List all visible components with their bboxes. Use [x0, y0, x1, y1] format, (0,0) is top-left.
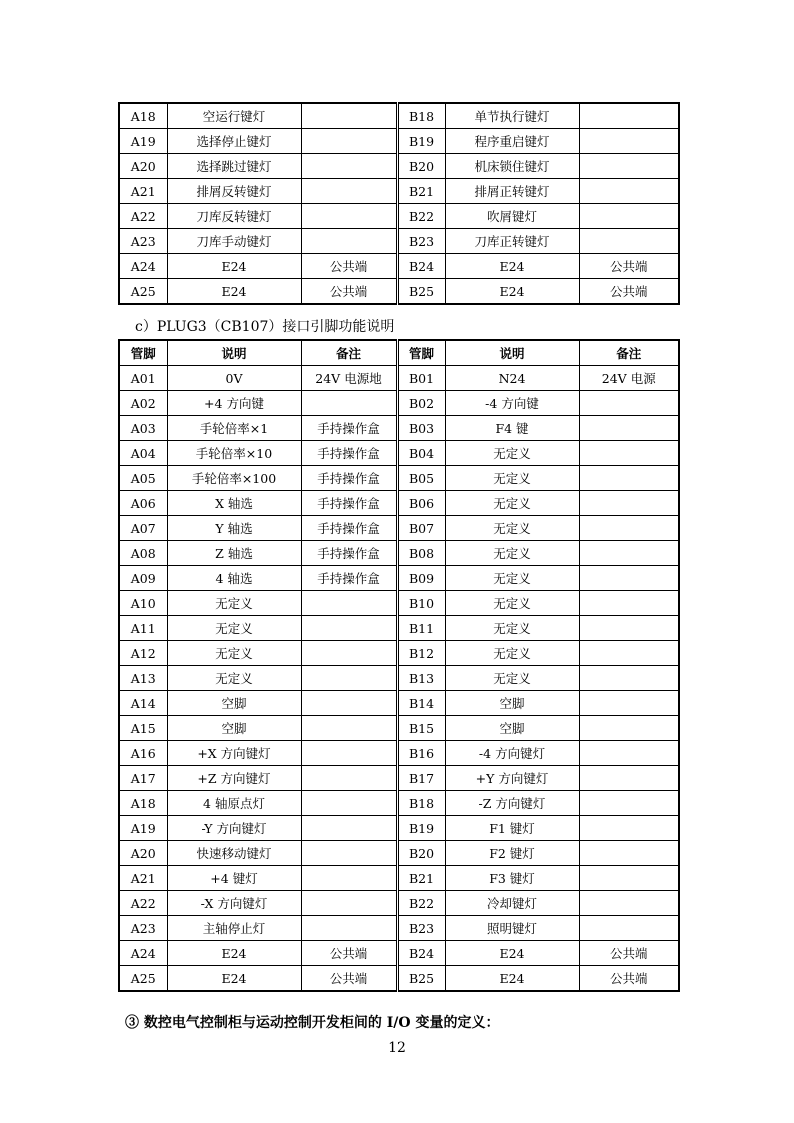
cell-pin-b: B25	[397, 966, 445, 992]
cell-description-b: 照明键灯	[445, 916, 579, 941]
cell-description-a: 手轮倍率×1	[167, 416, 301, 441]
cell-pin-a: A24	[119, 941, 167, 966]
cell-note-a	[301, 841, 397, 866]
cell-pin-b: B04	[397, 441, 445, 466]
cell-description-a: +4 方向键	[167, 391, 301, 416]
cell-description-b: E24	[445, 279, 579, 305]
cell-description-b: E24	[445, 966, 579, 992]
cell-note-a: 公共端	[301, 941, 397, 966]
cell-note-b	[579, 566, 679, 591]
cell-description-a: 无定义	[167, 616, 301, 641]
header-pin-b: 管脚	[397, 340, 445, 366]
cell-note-b	[579, 766, 679, 791]
cell-pin-b: B22	[397, 891, 445, 916]
cell-note-b	[579, 441, 679, 466]
cell-description-b: 无定义	[445, 666, 579, 691]
cell-pin-a: A22	[119, 204, 167, 229]
cell-description-b: 无定义	[445, 566, 579, 591]
cell-pin-b: B07	[397, 516, 445, 541]
cell-note-b	[579, 541, 679, 566]
header-pin-a: 管脚	[119, 340, 167, 366]
cell-pin-a: A15	[119, 716, 167, 741]
cell-note-a	[301, 641, 397, 666]
table-row	[119, 916, 679, 941]
cell-note-b: 公共端	[579, 279, 679, 305]
cell-note-b	[579, 154, 679, 179]
cell-description-b: -Z 方向键灯	[445, 791, 579, 816]
cell-description-b: 刀库正转键灯	[445, 229, 579, 254]
cell-note-a: 公共端	[301, 254, 397, 279]
cell-description-b: 无定义	[445, 466, 579, 491]
cell-description-a: 空脚	[167, 691, 301, 716]
table-header-row	[119, 340, 679, 366]
cell-note-a	[301, 179, 397, 204]
cell-note-b	[579, 591, 679, 616]
cell-description-a: 刀库反转键灯	[167, 204, 301, 229]
pin-table-continued-body	[119, 103, 679, 304]
cell-description-a: E24	[167, 941, 301, 966]
cell-description-a: 无定义	[167, 591, 301, 616]
header-desc-a: 说明	[167, 340, 301, 366]
cell-pin-a: A18	[119, 103, 167, 129]
cell-pin-a: A08	[119, 541, 167, 566]
section-heading: ③ 数控电气控制柜与运动控制开发柜间的 I/O 变量的定义：	[125, 1015, 500, 1031]
table-row	[119, 179, 679, 204]
table-row	[119, 866, 679, 891]
cell-description-b: +Y 方向键灯	[445, 766, 579, 791]
cell-pin-a: A16	[119, 741, 167, 766]
cell-description-a: 主轴停止灯	[167, 916, 301, 941]
cell-description-b: E24	[445, 254, 579, 279]
cell-description-b: F3 键灯	[445, 866, 579, 891]
cell-note-b	[579, 916, 679, 941]
cell-note-b	[579, 791, 679, 816]
table-row	[119, 129, 679, 154]
cell-note-a: 手持操作盒	[301, 566, 397, 591]
cell-description-b: 程序重启键灯	[445, 129, 579, 154]
cell-note-a: 手持操作盒	[301, 466, 397, 491]
cell-note-b: 公共端	[579, 941, 679, 966]
cell-pin-a: A09	[119, 566, 167, 591]
cell-pin-a: A21	[119, 179, 167, 204]
cell-pin-b: B14	[397, 691, 445, 716]
cell-note-b	[579, 491, 679, 516]
cell-pin-b: B03	[397, 416, 445, 441]
table-row	[119, 204, 679, 229]
table-row	[119, 766, 679, 791]
cell-pin-a: A04	[119, 441, 167, 466]
cell-note-a	[301, 129, 397, 154]
cell-description-b: 空脚	[445, 691, 579, 716]
cell-note-a: 手持操作盒	[301, 441, 397, 466]
table-row	[119, 541, 679, 566]
cell-note-a	[301, 716, 397, 741]
cell-pin-b: B20	[397, 154, 445, 179]
cell-note-a	[301, 391, 397, 416]
table-row	[119, 566, 679, 591]
header-note-b: 备注	[579, 340, 679, 366]
cell-note-a	[301, 154, 397, 179]
cell-note-b	[579, 891, 679, 916]
cell-note-b	[579, 616, 679, 641]
cell-description-b: 冷却键灯	[445, 891, 579, 916]
cell-note-b	[579, 103, 679, 129]
cell-note-a	[301, 891, 397, 916]
cell-description-b: 无定义	[445, 616, 579, 641]
cell-description-a: Z 轴选	[167, 541, 301, 566]
cell-description-a: 选择跳过键灯	[167, 154, 301, 179]
cell-pin-b: B23	[397, 229, 445, 254]
cell-note-b	[579, 716, 679, 741]
cell-pin-b: B18	[397, 103, 445, 129]
cell-description-b: 单节执行键灯	[445, 103, 579, 129]
cell-pin-a: A19	[119, 816, 167, 841]
cell-description-a: Y 轴选	[167, 516, 301, 541]
cell-note-a: 手持操作盒	[301, 491, 397, 516]
table-row	[119, 791, 679, 816]
cell-pin-a: A19	[119, 129, 167, 154]
cell-description-b: 机床锁住键灯	[445, 154, 579, 179]
table-row	[119, 279, 679, 305]
cell-note-b	[579, 816, 679, 841]
cell-note-a	[301, 791, 397, 816]
cell-note-a	[301, 691, 397, 716]
cell-description-a: 空运行键灯	[167, 103, 301, 129]
cell-note-a	[301, 591, 397, 616]
cell-note-b	[579, 229, 679, 254]
table-row	[119, 741, 679, 766]
cell-pin-a: A05	[119, 466, 167, 491]
cell-pin-b: B21	[397, 179, 445, 204]
cell-pin-b: B08	[397, 541, 445, 566]
cell-pin-b: B24	[397, 941, 445, 966]
cell-pin-b: B18	[397, 791, 445, 816]
cell-description-a: 手轮倍率×100	[167, 466, 301, 491]
cell-pin-a: A17	[119, 766, 167, 791]
cell-description-a: 刀库手动键灯	[167, 229, 301, 254]
cell-description-a: 选择停止键灯	[167, 129, 301, 154]
cell-note-b	[579, 129, 679, 154]
table-row	[119, 491, 679, 516]
plug3-pin-table	[118, 339, 680, 992]
cell-pin-a: A01	[119, 366, 167, 391]
table-row	[119, 616, 679, 641]
table-row	[119, 416, 679, 441]
cell-description-a: 无定义	[167, 641, 301, 666]
cell-note-a: 24V 电源地	[301, 366, 397, 391]
cell-pin-b: B21	[397, 866, 445, 891]
cell-description-a: +4 键灯	[167, 866, 301, 891]
cell-note-b: 24V 电源	[579, 366, 679, 391]
cell-description-b: 无定义	[445, 516, 579, 541]
cell-description-b: F4 键	[445, 416, 579, 441]
cell-note-b	[579, 179, 679, 204]
cell-description-a: -Y 方向键灯	[167, 816, 301, 841]
cell-description-b: 无定义	[445, 541, 579, 566]
cell-note-b: 公共端	[579, 966, 679, 992]
cell-pin-b: B23	[397, 916, 445, 941]
cell-note-a	[301, 229, 397, 254]
table-row	[119, 716, 679, 741]
cell-description-b: E24	[445, 941, 579, 966]
cell-pin-a: A20	[119, 841, 167, 866]
cell-note-b	[579, 204, 679, 229]
header-desc-b: 说明	[445, 340, 579, 366]
cell-description-a: 空脚	[167, 716, 301, 741]
cell-note-a	[301, 204, 397, 229]
cell-pin-a: A25	[119, 966, 167, 992]
cell-pin-a: A06	[119, 491, 167, 516]
cell-pin-a: A03	[119, 416, 167, 441]
cell-description-b: 无定义	[445, 441, 579, 466]
cell-description-b: 无定义	[445, 641, 579, 666]
table-caption: c）PLUG3（CB107）接口引脚功能说明	[135, 319, 395, 335]
cell-pin-a: A12	[119, 641, 167, 666]
cell-pin-a: A18	[119, 791, 167, 816]
cell-pin-b: B01	[397, 366, 445, 391]
cell-note-b	[579, 741, 679, 766]
table-row	[119, 441, 679, 466]
cell-pin-b: B11	[397, 616, 445, 641]
cell-description-b: -4 方向键灯	[445, 741, 579, 766]
cell-description-b: F2 键灯	[445, 841, 579, 866]
cell-description-a: 手轮倍率×10	[167, 441, 301, 466]
cell-description-a: E24	[167, 279, 301, 305]
cell-note-b	[579, 841, 679, 866]
cell-description-b: 吹屑键灯	[445, 204, 579, 229]
cell-pin-b: B06	[397, 491, 445, 516]
cell-note-b	[579, 391, 679, 416]
cell-note-a	[301, 741, 397, 766]
cell-note-b	[579, 416, 679, 441]
cell-description-b: 排屑正转键灯	[445, 179, 579, 204]
cell-description-a: X 轴选	[167, 491, 301, 516]
cell-pin-b: B19	[397, 816, 445, 841]
cell-pin-a: A22	[119, 891, 167, 916]
cell-note-a	[301, 816, 397, 841]
cell-pin-b: B25	[397, 279, 445, 305]
table-row	[119, 841, 679, 866]
table-row	[119, 103, 679, 129]
cell-description-b: -4 方向键	[445, 391, 579, 416]
cell-description-a: E24	[167, 966, 301, 992]
page-number: 12	[388, 1040, 406, 1056]
cell-note-a: 公共端	[301, 966, 397, 992]
cell-note-a: 公共端	[301, 279, 397, 305]
table-row	[119, 641, 679, 666]
cell-pin-b: B09	[397, 566, 445, 591]
table-row	[119, 366, 679, 391]
cell-note-a	[301, 616, 397, 641]
table-row	[119, 466, 679, 491]
cell-note-b	[579, 866, 679, 891]
cell-pin-b: B16	[397, 741, 445, 766]
table-row	[119, 391, 679, 416]
cell-pin-a: A10	[119, 591, 167, 616]
cell-note-b	[579, 641, 679, 666]
cell-pin-a: A13	[119, 666, 167, 691]
cell-description-a: -X 方向键灯	[167, 891, 301, 916]
cell-description-a: 快速移动键灯	[167, 841, 301, 866]
cell-note-a: 手持操作盒	[301, 516, 397, 541]
table-row	[119, 516, 679, 541]
cell-note-a	[301, 666, 397, 691]
cell-description-a: 4 轴选	[167, 566, 301, 591]
cell-pin-b: B05	[397, 466, 445, 491]
cell-pin-a: A14	[119, 691, 167, 716]
table-row	[119, 591, 679, 616]
cell-pin-a: A23	[119, 229, 167, 254]
cell-pin-b: B12	[397, 641, 445, 666]
table-row	[119, 254, 679, 279]
cell-pin-a: A02	[119, 391, 167, 416]
cell-pin-a: A11	[119, 616, 167, 641]
cell-note-b: 公共端	[579, 254, 679, 279]
cell-note-a: 手持操作盒	[301, 416, 397, 441]
table-row	[119, 941, 679, 966]
cell-note-b	[579, 691, 679, 716]
cell-description-a: 0V	[167, 366, 301, 391]
cell-pin-a: A24	[119, 254, 167, 279]
cell-pin-a: A25	[119, 279, 167, 305]
cell-description-a: 排屑反转键灯	[167, 179, 301, 204]
table-row	[119, 816, 679, 841]
cell-pin-a: A20	[119, 154, 167, 179]
cell-note-a	[301, 916, 397, 941]
cell-pin-b: B24	[397, 254, 445, 279]
cell-note-a	[301, 103, 397, 129]
cell-description-b: 无定义	[445, 591, 579, 616]
cell-pin-b: B15	[397, 716, 445, 741]
cell-note-b	[579, 466, 679, 491]
table-row	[119, 229, 679, 254]
pin-table-continued	[118, 102, 680, 305]
cell-description-a: +X 方向键灯	[167, 741, 301, 766]
table-row	[119, 966, 679, 992]
cell-pin-a: A23	[119, 916, 167, 941]
cell-pin-b: B19	[397, 129, 445, 154]
cell-note-b	[579, 516, 679, 541]
cell-pin-b: B10	[397, 591, 445, 616]
cell-pin-b: B20	[397, 841, 445, 866]
header-note-a: 备注	[301, 340, 397, 366]
table-row	[119, 691, 679, 716]
table-row	[119, 891, 679, 916]
cell-note-b	[579, 666, 679, 691]
cell-note-a	[301, 766, 397, 791]
cell-description-b: 空脚	[445, 716, 579, 741]
cell-description-b: 无定义	[445, 491, 579, 516]
cell-description-a: +Z 方向键灯	[167, 766, 301, 791]
plug3-pin-table-body	[119, 366, 679, 992]
cell-description-a: E24	[167, 254, 301, 279]
cell-description-a: 无定义	[167, 666, 301, 691]
cell-note-a	[301, 866, 397, 891]
cell-pin-b: B22	[397, 204, 445, 229]
cell-pin-b: B02	[397, 391, 445, 416]
table-row	[119, 154, 679, 179]
cell-pin-a: A21	[119, 866, 167, 891]
cell-pin-b: B13	[397, 666, 445, 691]
cell-pin-a: A07	[119, 516, 167, 541]
cell-note-a: 手持操作盒	[301, 541, 397, 566]
table-row	[119, 666, 679, 691]
cell-description-a: 4 轴原点灯	[167, 791, 301, 816]
cell-description-b: N24	[445, 366, 579, 391]
cell-pin-b: B17	[397, 766, 445, 791]
cell-description-b: F1 键灯	[445, 816, 579, 841]
